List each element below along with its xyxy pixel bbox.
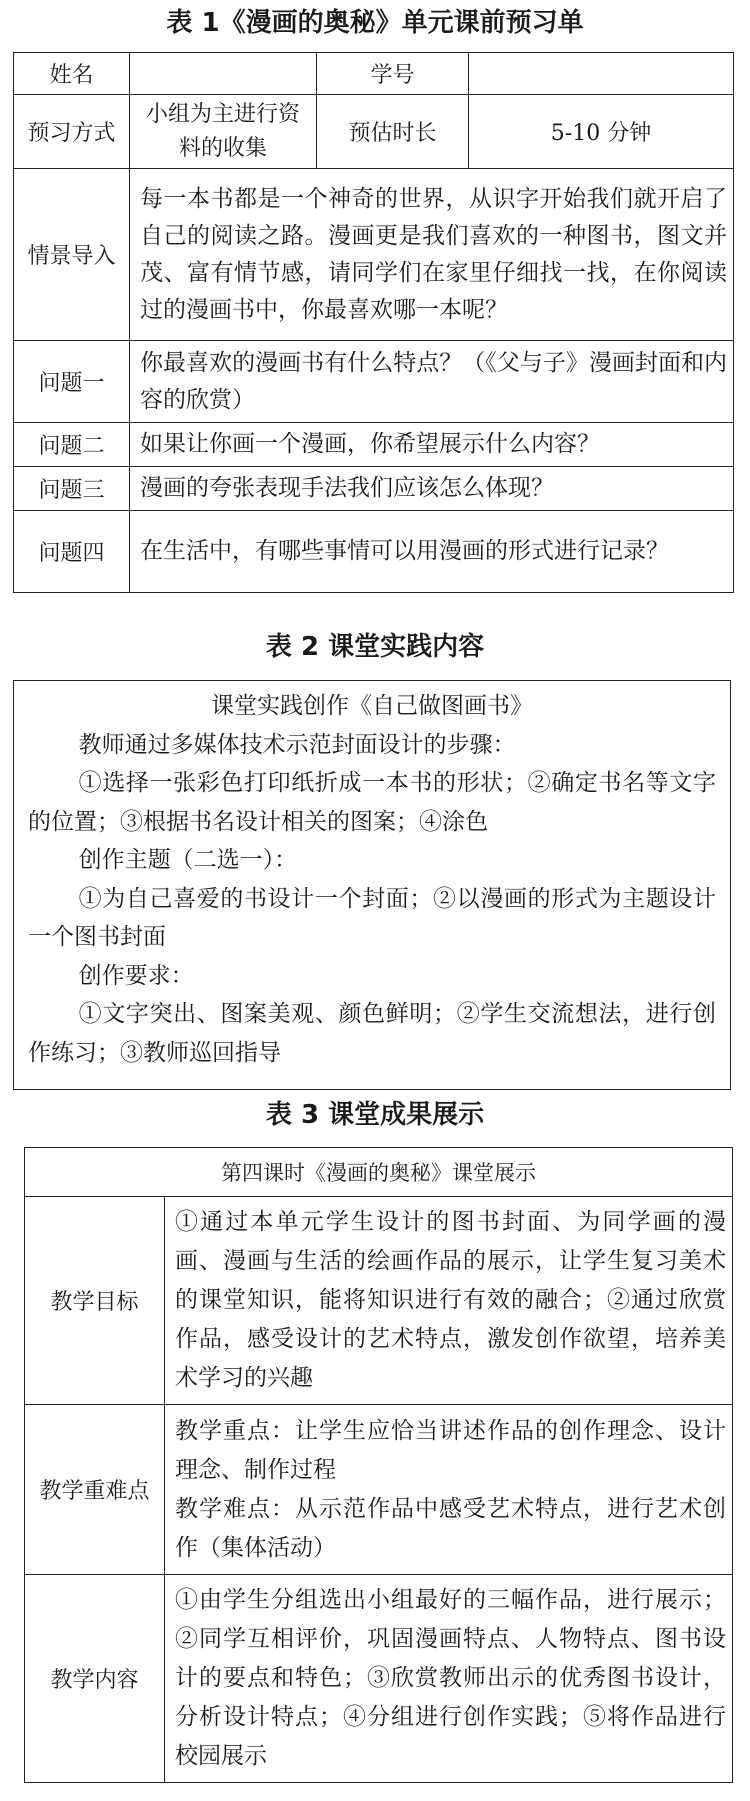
- row-text-line: 教学难点：从示范作品中感受艺术特点，进行艺术创作（集体活动）: [175, 1495, 726, 1561]
- row-label: 问题一: [14, 341, 130, 423]
- row-text-line: 教学重点：让学生应恰当讲述作品的创作理念、设计理念、制作过程: [175, 1417, 726, 1483]
- results-heading: 第四课时《漫画的奥秘》课堂展示: [25, 1148, 733, 1197]
- row-text: 如果让你画一个漫画，你希望展示什么内容？: [130, 423, 734, 467]
- row-text: [165, 1405, 733, 1575]
- table-row: [25, 1575, 733, 1783]
- preview-sheet-table: [13, 52, 734, 593]
- practice-paragraph: ①选择一张彩色打印纸折成一本书的形状；②确定书名等文字的位置；③根据书名设计相关的图案；④涂色: [28, 770, 716, 835]
- row-label: 情景导入: [14, 169, 130, 341]
- table-row: [14, 467, 734, 511]
- method-label: 预习方式: [14, 95, 130, 169]
- student-id-field: [469, 53, 734, 95]
- name-field: [130, 53, 317, 95]
- table-row: [25, 1197, 733, 1405]
- practice-paragraph: 教师通过多媒体技术示范封面设计的步骤：: [78, 731, 516, 758]
- practice-paragraph: 创作要求：: [78, 962, 194, 989]
- row-label: 教学内容: [25, 1575, 165, 1783]
- student-id-label: 学号: [317, 53, 469, 95]
- table-row: [14, 423, 734, 467]
- practice-heading: 课堂实践创作《自己做图画书》: [211, 693, 533, 719]
- table-row: [14, 95, 734, 169]
- row-label: 教学重难点: [25, 1405, 165, 1575]
- table3-title: 表 3 课堂成果展示: [265, 1100, 485, 1130]
- table-row: [25, 1405, 733, 1575]
- practice-paragraph: ①文字突出、图案美观、颜色鲜明；②学生交流想法，进行创作练习；③教师巡回指导: [28, 1001, 716, 1066]
- class-practice-box: [13, 680, 731, 1090]
- table1-title: 表 1《漫画的奥秘》单元课前预习单: [166, 8, 584, 38]
- row-text: 漫画的夸张表现手法我们应该怎么体现？: [130, 467, 734, 511]
- row-text: 每一本书都是一个神奇的世界，从识字开始我们就开启了自己的阅读之路。漫画更是我们喜欢的一种图书，图文并茂、富有情节感，请同学们在家里仔细找一找，在你阅读过的漫画书中，你最喜欢哪一本呢？: [130, 169, 734, 341]
- name-label: 姓名: [14, 53, 130, 95]
- row-label: 问题四: [14, 511, 130, 593]
- row-text: [165, 1575, 733, 1783]
- table-row: [14, 341, 734, 423]
- row-text-line: ①通过本单元学生设计的图书封面、为同学画的漫画、漫画与生活的绘画作品的展示，让学生复习美术的课堂知识，能将知识进行有效的融合；②通过欣赏作品，感受设计的艺术特点，激发创作欲望，培养美术学习的兴趣: [175, 1209, 726, 1391]
- row-label: 教学目标: [25, 1197, 165, 1405]
- row-text: 你最喜欢的漫画书有什么特点？（《父与子》漫画封面和内容的欣赏）: [130, 341, 734, 423]
- row-label: 问题二: [14, 423, 130, 467]
- table-row: [14, 511, 734, 593]
- table-row: [25, 1148, 733, 1197]
- table2-title: 表 2 课堂实践内容: [265, 632, 485, 662]
- duration-value: 5-10 分钟: [469, 95, 734, 169]
- row-text: 在生活中，有哪些事情可以用漫画的形式进行记录？: [130, 511, 734, 593]
- class-results-table: [24, 1147, 733, 1783]
- row-text: [165, 1197, 733, 1405]
- row-text-line: ①由学生分组选出小组最好的三幅作品，进行展示；②同学互相评价，巩固漫画特点、人物特点、图书设计的要点和特色；③欣赏教师出示的优秀图书设计，分析设计特点；④分组进行创作实践；⑤将作品进行校园展示: [175, 1587, 726, 1769]
- table-row: [14, 53, 734, 95]
- table-row: [14, 169, 734, 341]
- practice-paragraph: 创作主题（二选一）：: [78, 847, 298, 873]
- duration-label: 预估时长: [317, 95, 469, 169]
- method-value: 小组为主进行资料的收集: [130, 95, 317, 169]
- practice-paragraph: ①为自己喜爱的书设计一个封面；②以漫画的形式为主题设计一个图书封面: [28, 885, 716, 950]
- row-label: 问题三: [14, 467, 130, 511]
